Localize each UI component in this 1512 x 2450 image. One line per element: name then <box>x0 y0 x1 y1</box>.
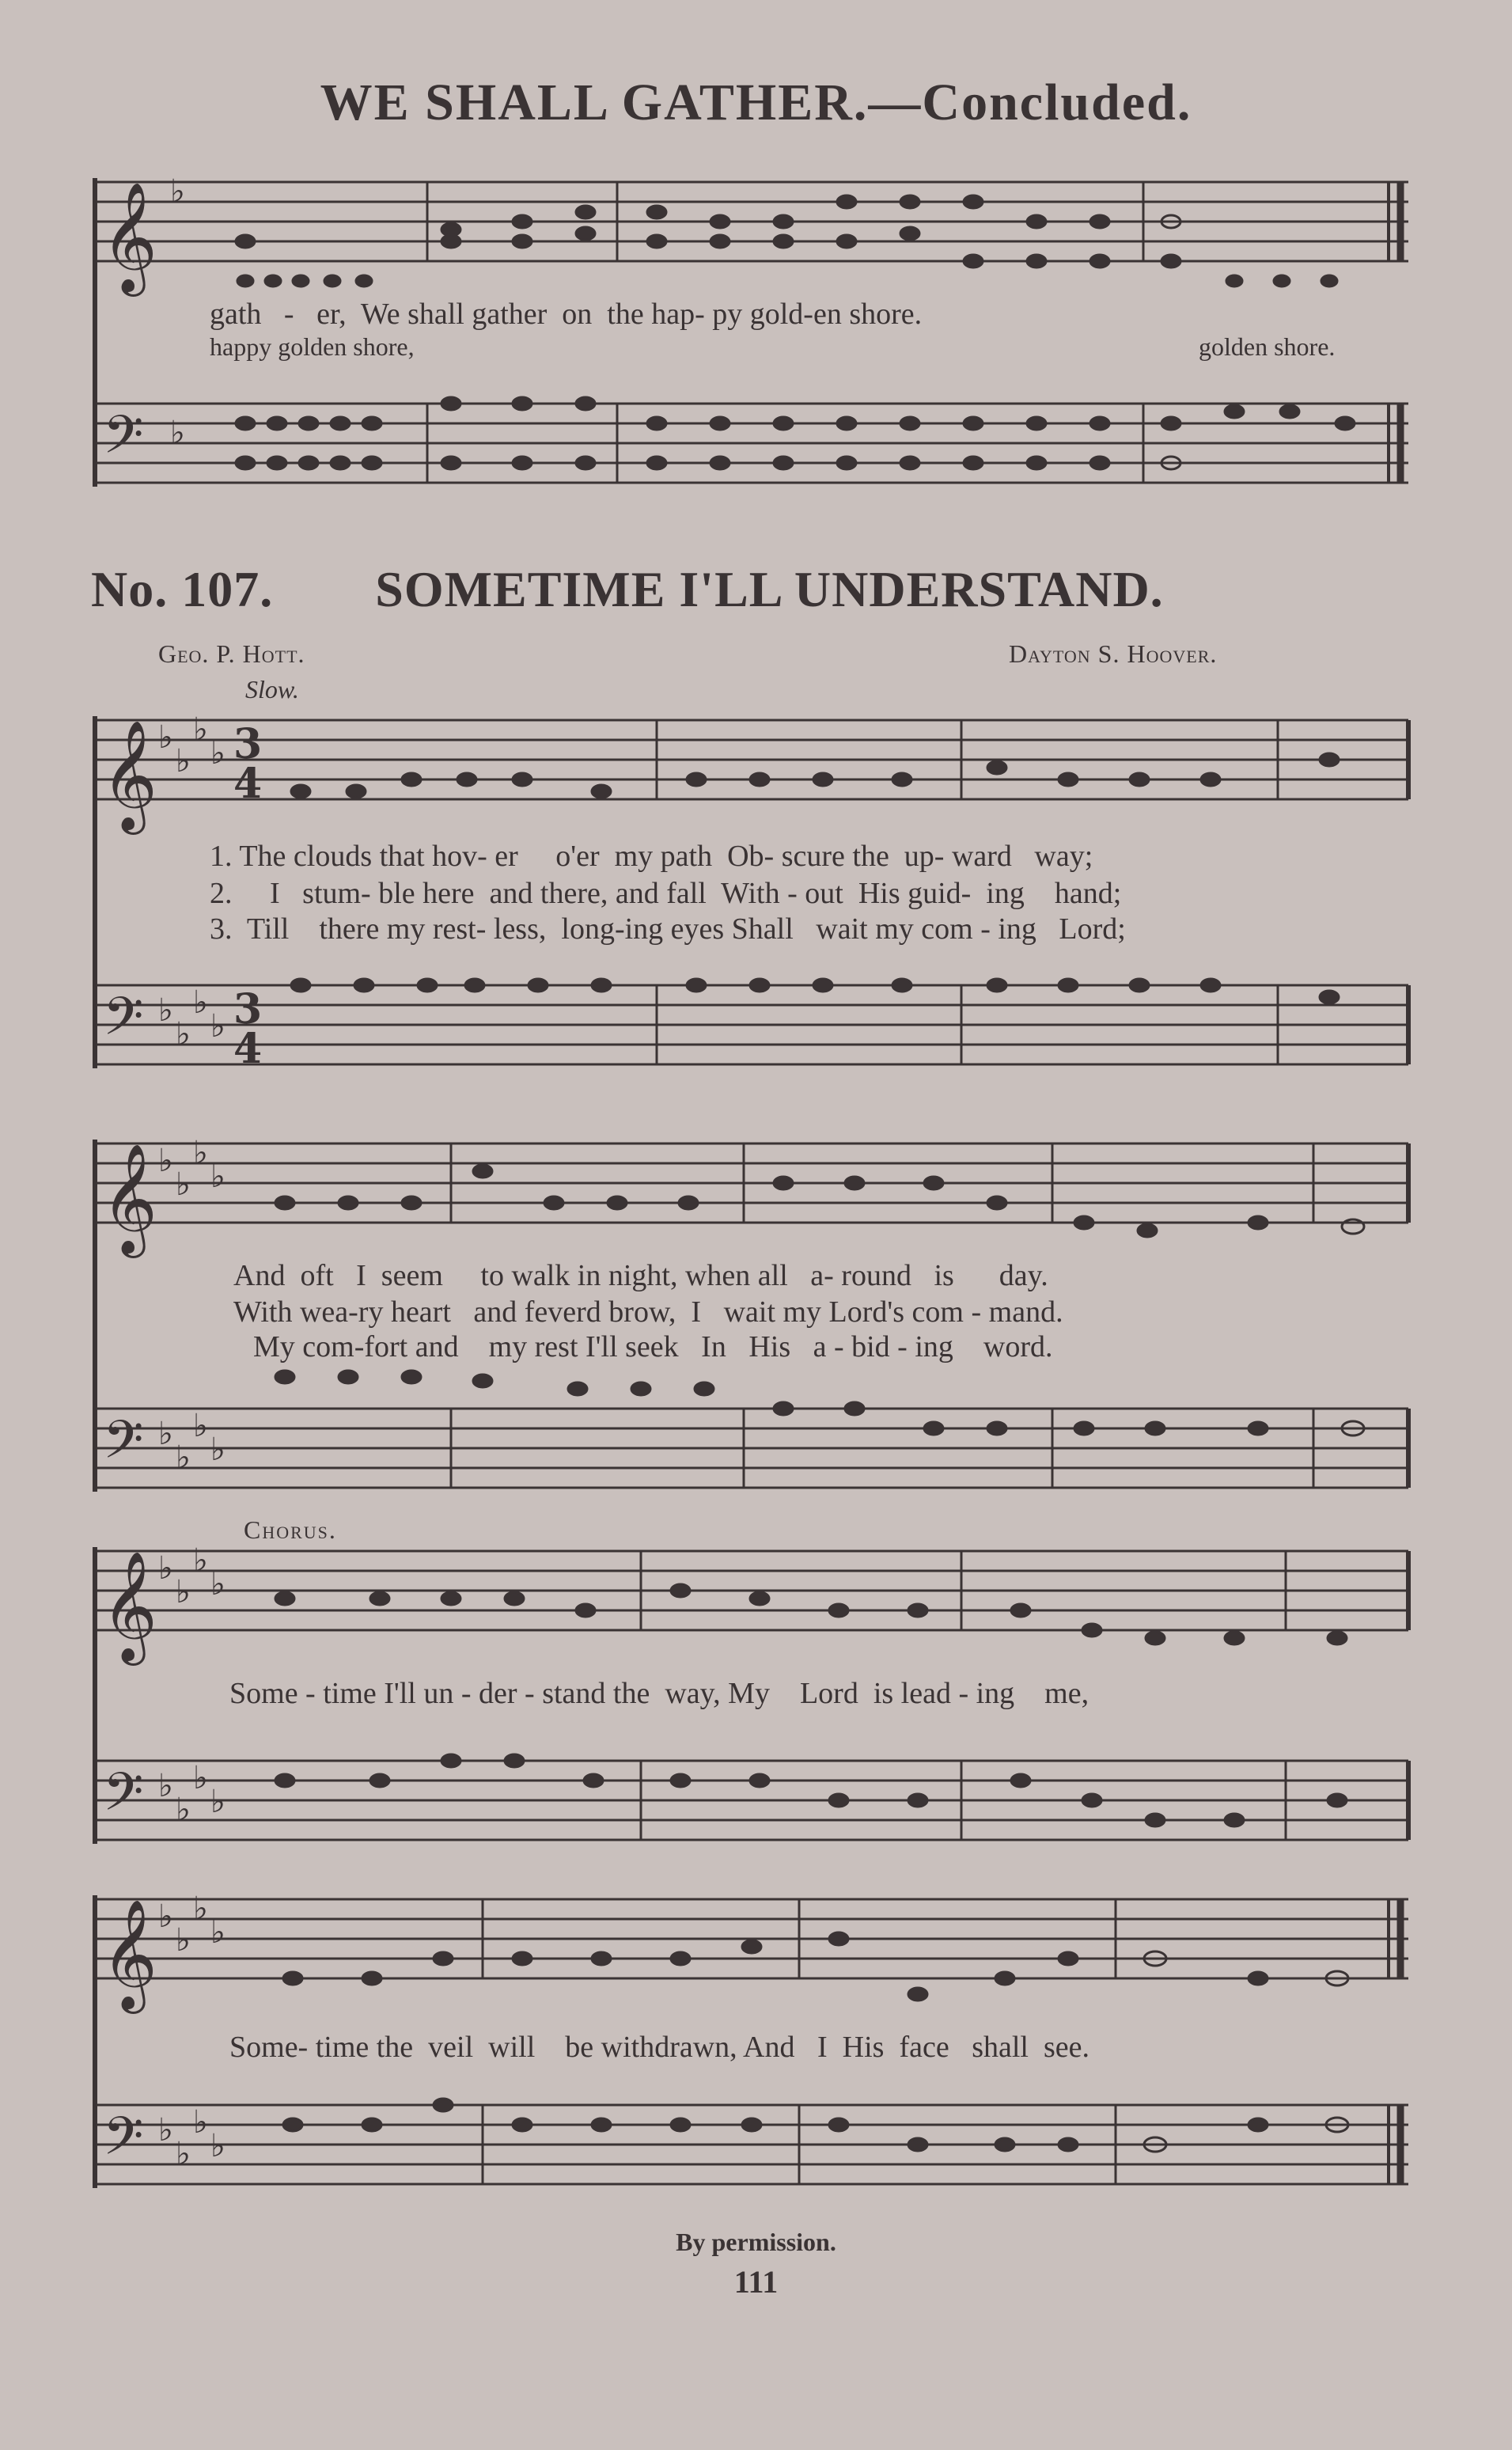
staff-treble-system-4 <box>95 1899 1408 1978</box>
lyric-sub-left: happy golden shore, <box>210 332 415 361</box>
flat-icon: ♭ <box>210 1432 225 1468</box>
hymn-title-row <box>91 560 1164 619</box>
staff-bass-system-1 <box>95 985 1408 1064</box>
lyric-sub-right: golden shore. <box>1199 332 1336 361</box>
flat-icon: ♭ <box>210 1914 225 1951</box>
time-signature-top: 3 <box>233 985 263 1033</box>
flat-icon: ♭ <box>158 1898 173 1935</box>
chorus-line-2: Some- time the veil will be withdrawn, And I His face shall see. <box>229 2031 1089 2064</box>
staff-bass-system-4 <box>95 2105 1408 2184</box>
chorus-label: Chorus. <box>244 1515 337 1544</box>
verse-3-line-1: 3. Till there my rest- less, long-ing eyes Shall wait my com - ing Lord; <box>210 912 1126 946</box>
flat-icon: ♭ <box>158 992 173 1029</box>
staff-treble-system-0 <box>95 182 1408 261</box>
flat-icon: ♭ <box>193 2104 208 2141</box>
flat-icon: ♭ <box>210 1008 225 1045</box>
flat-icon: ♭ <box>158 2112 173 2148</box>
bass-clef-icon: 𝄢 <box>103 1409 144 1483</box>
bass-clef-icon: 𝄢 <box>103 1762 144 1835</box>
treble-clef-icon: 𝄞 <box>101 1899 157 2009</box>
verse-3-line-2: My com-fort and my rest I'll seek In His a - bid - ing word. <box>253 1330 1053 1363</box>
note-heads <box>236 195 1364 2152</box>
page-number: 111 <box>733 2264 779 2300</box>
chorus-line-1: Some - time I'll un - der - stand the way, My Lord is lead - ing me, <box>229 1677 1089 1710</box>
flat-icon: ♭ <box>176 1574 191 1610</box>
verse-2-line-2: With wea-ry heart and feverd brow, I wait my Lord's com - mand. <box>233 1295 1063 1329</box>
flat-icon: ♭ <box>193 1135 208 1171</box>
verse-2-line-1: 2. I stum- ble here and there, and fall With - out His guid- ing hand; <box>210 877 1122 910</box>
lyricist-credit: Geo. P. Hott. <box>158 639 305 668</box>
flat-icon: ♭ <box>193 1891 208 1927</box>
flat-icon: ♭ <box>176 1016 191 1052</box>
flat-icon: ♭ <box>158 1550 173 1587</box>
flat-icon: ♭ <box>158 1416 173 1452</box>
flat-icon: ♭ <box>210 1566 225 1602</box>
staff-bass-system-0 <box>95 404 1408 483</box>
tempo-marking: Slow. <box>245 675 299 704</box>
staff-treble-system-2 <box>95 1143 1408 1223</box>
hymn-number: No. 107. <box>91 561 274 617</box>
time-signature-bottom: 4 <box>233 1025 263 1073</box>
treble-clef-icon: 𝄞 <box>101 1143 157 1253</box>
permission-note: By permission. <box>676 2228 836 2256</box>
bass-clef-icon: 𝄢 <box>103 2106 144 2179</box>
flat-icon: ♭ <box>210 1159 225 1195</box>
verse-1-line-1: 1. The clouds that hov- er o'er my path Ob- scure the up- ward way; <box>210 840 1093 873</box>
flat-icon: ♭ <box>176 1922 191 1959</box>
page-header-title: WE SHALL GATHER.—Concluded. <box>320 74 1192 131</box>
bass-clef-icon: 𝄢 <box>103 404 144 478</box>
lyric-line: gath - er, We shall gather on the hap- py gold-en shore. <box>210 298 923 331</box>
staff-bass-system-3 <box>95 1761 1408 1840</box>
flat-icon: ♭ <box>210 1784 225 1820</box>
flat-icon: ♭ <box>176 1792 191 1828</box>
composer-credit: Dayton S. Hoover. <box>1009 639 1218 668</box>
flat-icon: ♭ <box>158 1143 173 1179</box>
flat-icon: ♭ <box>170 415 185 451</box>
flat-icon: ♭ <box>193 1542 208 1579</box>
hymn-title: SOMETIME I'LL UNDERSTAND. <box>375 561 1164 617</box>
flat-icon: ♭ <box>158 1768 173 1804</box>
flat-icon: ♭ <box>158 719 173 756</box>
flat-icon: ♭ <box>193 984 208 1021</box>
flat-icon: ♭ <box>210 735 225 772</box>
treble-clef-icon: 𝄞 <box>101 1551 157 1661</box>
flat-icon: ♭ <box>193 1408 208 1444</box>
time-signature-top: 3 <box>233 720 263 768</box>
verse-1-line-2: And oft I seem to walk in night, when all a- round is day. <box>233 1259 1048 1292</box>
flat-icon: ♭ <box>176 1166 191 1203</box>
flat-icon: ♭ <box>210 2128 225 2164</box>
treble-clef-icon: 𝄞 <box>101 182 157 292</box>
flat-icon: ♭ <box>176 1439 191 1476</box>
bass-clef-icon: 𝄢 <box>103 986 144 1060</box>
staff-bass-system-2 <box>95 1409 1408 1488</box>
flat-icon: ♭ <box>193 1760 208 1796</box>
treble-clef-icon: 𝄞 <box>101 720 157 830</box>
flat-icon: ♭ <box>170 173 185 210</box>
staff-treble-system-3 <box>95 1551 1408 1630</box>
time-signature-bottom: 4 <box>233 760 263 808</box>
flat-icon: ♭ <box>176 743 191 779</box>
flat-icon: ♭ <box>176 2136 191 2172</box>
flat-icon: ♭ <box>193 711 208 748</box>
